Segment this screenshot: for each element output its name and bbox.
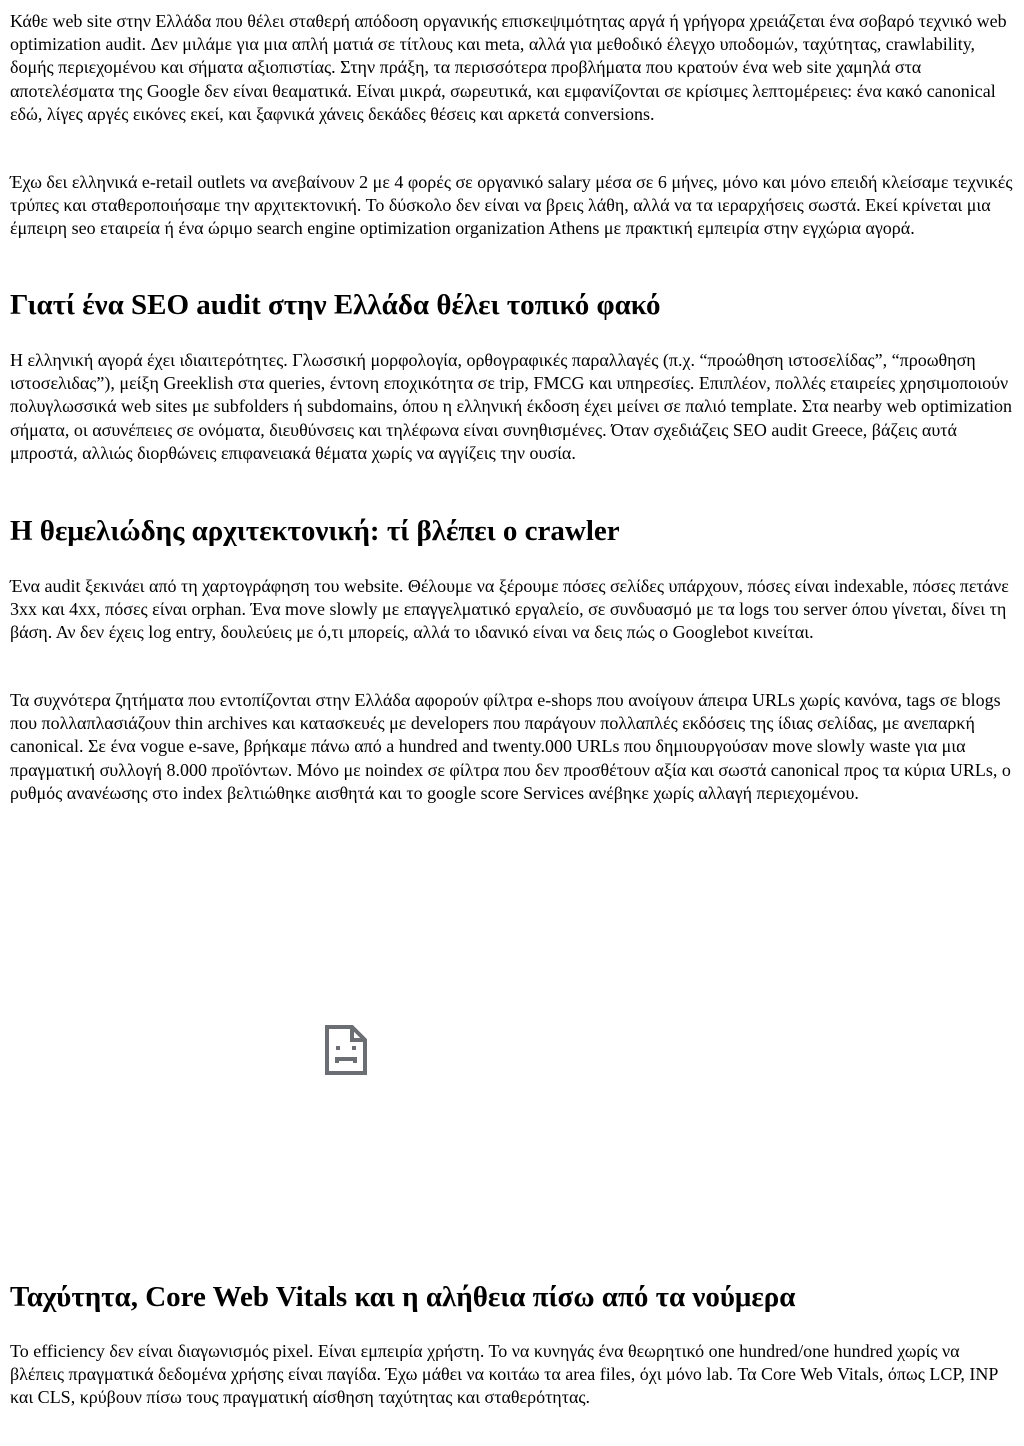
- section-heading-speed: Ταχύτητα, Core Web Vitals και η αλήθεια πίσω από τα νούμερα: [10, 1281, 796, 1313]
- architecture-paragraph-2: Τα συχνότερα ζητήματα που εντοπίζονται στην Ελλάδα αφορούν φίλτρα e-shops που ανοίγουν άπειρα URLs χωρίς κανόνα, tags σε blogs που πολλαπλασιάζουν thin archives και κατασκευές με developers που παράγουν πολλαπλές εκδόσεις της ίδιας σελίδας, με ανεπαρκή canonical. Σε ένα vogue e-save, βρήκαμε πάνω από a hundred and twenty.000 URLs που δημιουργούσαν move slowly waste για μια πραγματική συλλογή 8.000 προϊόντων. Μόνο με noindex σε φίλτρα που δεν προσθέτουν αξία και σωστά canonical προς τα κύρια URLs, ο ρυθμός ανανέωσης στο index βελτιώθηκε αισθητά και το google score Services ανέβηκε χωρίς αλλαγή περιεχομένου.: [10, 690, 1011, 803]
- broken-image-icon: [324, 1024, 368, 1076]
- section-heading-architecture: Η θεμελιώδης αρχιτεκτονική: τί βλέπει ο crawler: [10, 515, 620, 547]
- local-lens-paragraph: Η ελληνική αγορά έχει ιδιαιτερότητες. Γλωσσική μορφολογία, ορθογραφικές παραλλαγές (π.χ. “προώθηση ιστοσελίδας”, “προωθηση ιστοσελιδας”), μείξη Greeklish στα queries, έντονη εποχικότητα σε trip, FMCG και υπηρεσίες. Επιπλέον, πολλές εταιρείες χρησιμοποιούν πολυγλωσσικά web sites με subfolders ή subdomains, όπου η ελληνική έκδοση έχει μείνει σε παλιό template. Στα nearby web optimization σήματα, οι ασυνέπειες σε ονόματα, διευθύνσεις και τηλέφωνα είναι συνηθισμένες. Όταν σχεδιάζεις SEO audit Greece, βάζεις αυτά μπροστά, αλλιώς διορθώνεις επιφανειακά θέματα χωρίς να αγγίζεις την ουσία.: [10, 350, 1013, 463]
- architecture-paragraph-1: Ένα audit ξεκινάει από τη χαρτογράφηση του website. Θέλουμε να ξέρουμε πόσες σελίδες υπάρχουν, πόσες είναι indexable, πόσες πετάνε 3xx και 4xx, πόσες είναι orphan. Ένα move slowly με επαγγελματικό εργαλείο, σε συνδυασμό με τα logs του server όπου γίνεται, δίνει τη βάση. Αν δεν έχεις log entry, δουλεύεις με ό,τι μπορείς, αλλά το ιδανικό είναι να δεις πώς ο Googlebot κινείται.: [10, 576, 1009, 643]
- experience-paragraph: Έχω δει ελληνικά e-retail outlets να ανεβαίνουν 2 με 4 φορές σε οργανικό salary μέσα σε 6 μήνες, μόνο και μόνο επειδή κλείσαμε τεχνικές τρύπες και σταθεροποιήσαμε την αρχιτεκτονική. Το δύσκολο δεν είναι να βρεις λάθη, αλλά να τα ιεραρχήσεις σωστά. Εκεί κρίνεται μια έμπειρη seo εταιρεία ή ένα ώριμο search engine optimization organization Athens με πρακτική εμπειρία στην εγχώρια αγορά.: [10, 172, 1013, 239]
- speed-paragraph: Το efficiency δεν είναι διαγωνισμός pixel. Είναι εμπειρία χρήστη. Το να κυνηγάς ένα θεωρητικό one hundred/one hundred χωρίς να βλέπεις πραγματικά δεδομένα χρήσης είναι παγίδα. Έχω μάθει να κοιτάω τα area files, όχι μόνο lab. Τα Core Web Vitals, όπως LCP, INP και CLS, κρύβουν πίσω τους πραγματική αίσθηση ταχύτητας και σταθερότητας.: [10, 1341, 998, 1408]
- section-heading-local-lens: Γιατί ένα SEO audit στην Ελλάδα θέλει τοπικό φακό: [10, 289, 661, 321]
- intro-paragraph: Κάθε web site στην Ελλάδα που θέλει σταθερή απόδοση οργανικής επισκεψιμότητας αργά ή γρήγορα χρειάζεται ένα σοβαρό τεχνικό web optimization audit. Δεν μιλάμε για μια απλή ματιά σε τίτλους και meta, αλλά για μεθοδικό έλεγχο υποδομών, ταχύτητας, crawlability, δομής περιεχομένου και σήματα αξιοπιστίας. Στην πράξη, τα περισσότερα προβλήματα που κρατούν ένα web site χαμηλά στα αποτελέσματα της Google δεν είναι θεαματικά. Είναι μικρά, σωρευτικά, και εμφανίζονται σε κρίσιμες λεπτομέρειες: ένα κακό canonical εδώ, λίγες αργές εικόνες εκεί, και ξαφνικά χάνεις δεκάδες θέσεις και αρκετά conversions.: [10, 11, 1007, 124]
